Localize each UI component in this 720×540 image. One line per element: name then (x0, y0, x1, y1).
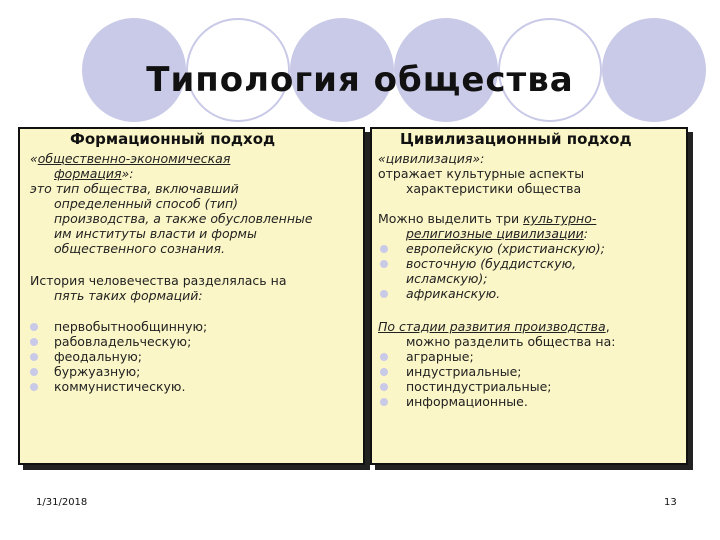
civilization-intro-link2[interactable]: религиозные цивилизации (406, 226, 584, 241)
stages-line1 (378, 319, 610, 334)
bullet-icon (380, 353, 388, 361)
civilization-panel (370, 127, 688, 465)
formation-heading: Формационный подход (70, 130, 276, 148)
stages-list-item: информационные. (406, 394, 528, 409)
formation-def-line: это тип общества, включавший (30, 181, 239, 196)
formation-term-line1 (30, 151, 230, 166)
bullet-icon (30, 383, 38, 391)
bullet-icon (380, 383, 388, 391)
stages-line1-tail: , (605, 319, 610, 334)
formation-list-item: буржуазную; (54, 364, 141, 379)
footer-date: 1/31/2018 (36, 497, 88, 508)
formation-def-line: определенный способ (тип) (54, 196, 238, 211)
civilization-intro-tail: : (583, 226, 588, 241)
formation-history-line: пять таких формаций: (54, 288, 203, 303)
stages-line2: можно разделить общества на: (406, 334, 616, 349)
formation-term-link[interactable]: общественно-экономическая (37, 151, 231, 166)
formation-term-close: »: (121, 166, 134, 181)
civilization-term: «цивилизация»: (378, 151, 485, 166)
civilization-heading: Цивилизационный подход (400, 130, 632, 148)
civilization-intro-line2 (406, 226, 588, 241)
formation-term-open: « (30, 151, 38, 166)
bullet-icon (30, 353, 38, 361)
bullet-icon (30, 368, 38, 376)
civilization-list-item: восточную (буддистскую, (406, 256, 577, 271)
formation-list-item: феодальную; (54, 349, 142, 364)
civilization-list-item: африканскую. (406, 286, 501, 301)
bullet-icon (30, 338, 38, 346)
formation-list-item: первобытнообщинную; (54, 319, 208, 334)
bullet-icon (380, 398, 388, 406)
civilization-def-line: характеристики общества (406, 181, 582, 196)
formation-def-line: им институты власти и формы (54, 226, 257, 241)
formation-list-item: коммунистическую. (54, 379, 186, 394)
civilization-intro-link[interactable]: культурно- (523, 211, 597, 226)
stages-list-item: постиндустриальные; (406, 379, 552, 394)
decor-circle-6 (602, 18, 706, 122)
bullet-icon (380, 245, 388, 253)
formation-def-line: производства, а также обусловленные (54, 211, 313, 226)
civilization-def-line: отражает культурные аспекты (378, 166, 585, 181)
stages-list-item: аграрные; (406, 349, 474, 364)
formation-history-line: История человечества разделялась на (30, 273, 287, 288)
formation-list-item: рабовладельческую; (54, 334, 192, 349)
civilization-intro-plain: Можно выделить три (378, 211, 524, 226)
bullet-icon (380, 260, 388, 268)
footer-page-number: 13 (664, 497, 677, 508)
bullet-icon (380, 290, 388, 298)
civilization-list-item: европейскую (христианскую); (406, 241, 605, 256)
formation-def-line: общественного сознания. (54, 241, 226, 256)
civilization-intro-line1 (378, 211, 596, 226)
formation-term-link2[interactable]: формация (54, 166, 122, 181)
stages-list-item: индустриальные; (406, 364, 522, 379)
stages-link[interactable]: По стадии развития производства (378, 319, 606, 334)
bullet-icon (380, 368, 388, 376)
formation-term-line2 (54, 166, 133, 181)
page-title: Типология общества (146, 60, 574, 100)
civilization-list-item-cont: исламскую); (406, 271, 488, 286)
bullet-icon (30, 323, 38, 331)
formation-panel (18, 127, 365, 465)
